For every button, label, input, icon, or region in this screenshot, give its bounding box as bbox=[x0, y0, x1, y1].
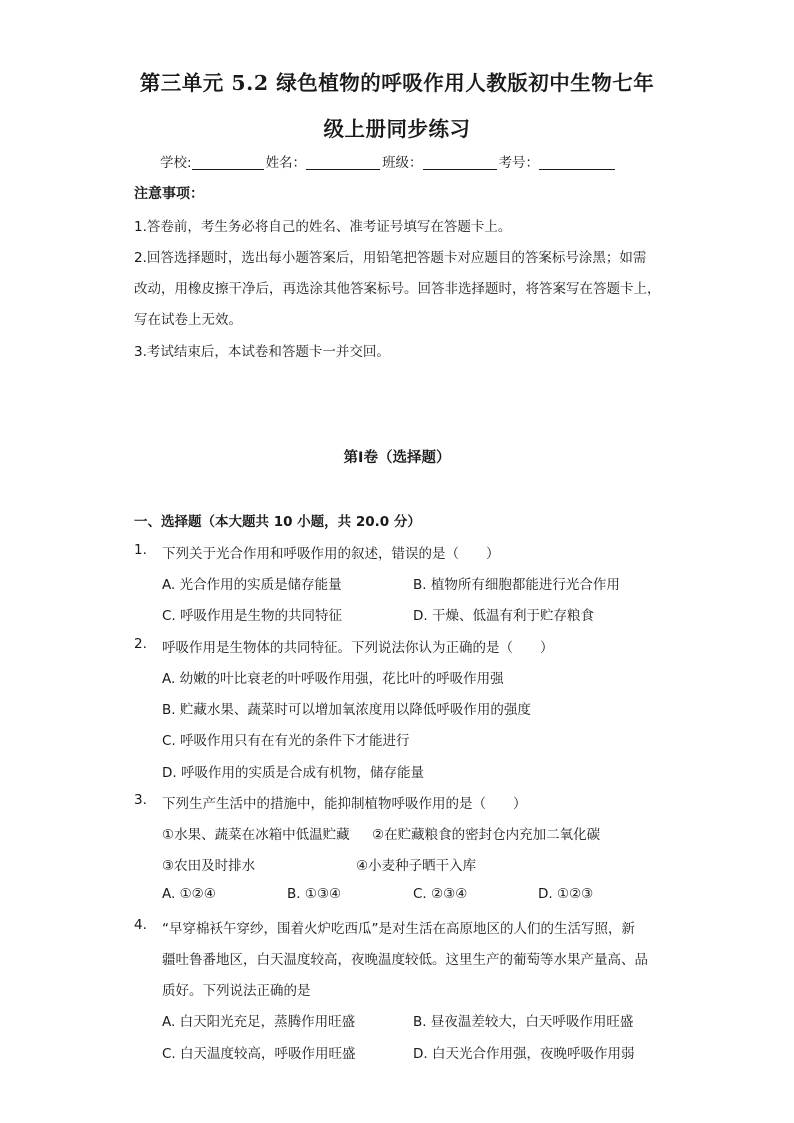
answer-option[interactable]: C. 白天温度较高，呼吸作用旺盛 bbox=[162, 1046, 356, 1062]
answer-option[interactable]: B. ①③④ bbox=[287, 886, 342, 902]
note-line: 3.考试结束后，本试卷和答题卡一并交回。 bbox=[134, 344, 390, 360]
answer-option[interactable]: D. 干燥、低温有利于贮存粮食 bbox=[413, 608, 594, 624]
answer-option[interactable]: C. 呼吸作用只有在有光的条件下才能进行 bbox=[162, 733, 410, 749]
question-number: 3. bbox=[134, 792, 147, 808]
exam-no-label: 考号： bbox=[498, 155, 540, 171]
question-number: 4. bbox=[134, 917, 147, 933]
note-line: 改动，用橡皮擦干净后，再选涂其他答案标号。回答非选择题时，将答案写在答题卡上， bbox=[134, 281, 661, 297]
name-blank[interactable] bbox=[306, 155, 380, 170]
answer-option[interactable]: B. 昼夜温差较大，白天呼吸作用旺盛 bbox=[413, 1014, 634, 1030]
school-blank[interactable] bbox=[192, 155, 264, 170]
section-title: 第I卷（选择题） bbox=[343, 450, 451, 466]
answer-option[interactable]: C. ②③④ bbox=[413, 886, 468, 902]
statement-item: ③农田及时排水 bbox=[162, 858, 256, 874]
exam-title-line-2: 级上册同步练习 bbox=[323, 117, 471, 141]
class-blank[interactable] bbox=[423, 155, 497, 170]
answer-option[interactable]: B. 贮藏水果、蔬菜时可以增加氧浓度用以降低呼吸作用的强度 bbox=[162, 702, 531, 718]
name-label: 姓名： bbox=[265, 155, 307, 171]
answer-option[interactable]: B. 植物所有细胞都能进行光合作用 bbox=[413, 577, 620, 593]
question-stem: 下列关于光合作用和呼吸作用的叙述，错误的是（ ） bbox=[162, 546, 500, 562]
answer-option[interactable]: A. 幼嫩的叶比衰老的叶呼吸作用强，花比叶的呼吸作用强 bbox=[162, 671, 504, 687]
part-title: 一、选择题（本大题共 10 小题，共 20.0 分） bbox=[134, 514, 421, 530]
question-number: 1. bbox=[134, 542, 147, 558]
answer-option[interactable]: A. 白天阳光充足，蒸腾作用旺盛 bbox=[162, 1014, 356, 1030]
school-label: 学校: bbox=[160, 155, 192, 171]
note-line: 2.回答选择题时，选出每小题答案后，用铅笔把答题卡对应题目的答案标号涂黑；如需 bbox=[134, 250, 647, 266]
answer-option[interactable]: C. 呼吸作用是生物的共同特征 bbox=[162, 608, 343, 624]
class-label: 班级： bbox=[382, 155, 423, 171]
answer-option[interactable]: A. 光合作用的实质是储存能量 bbox=[162, 577, 342, 593]
student-info-row bbox=[160, 151, 617, 171]
question-stem: 疆吐鲁番地区，白天温度较高，夜晚温度较低。这里生产的葡萄等水果产量高、品 bbox=[162, 952, 648, 968]
notes-heading: 注意事项： bbox=[134, 186, 204, 202]
note-line: 1.答卷前，考生务必将自己的姓名、准考证号填写在答题卡上。 bbox=[134, 219, 512, 235]
note-line: 写在试卷上无效。 bbox=[134, 312, 242, 328]
statement-item: ①水果、蔬菜在冰箱中低温贮藏 bbox=[162, 827, 350, 843]
answer-option[interactable]: D. 白天光合作用强，夜晚呼吸作用弱 bbox=[413, 1046, 635, 1062]
statement-item: ②在贮藏粮食的密封仓内充加二氧化碳 bbox=[372, 827, 601, 843]
question-number: 2. bbox=[134, 636, 147, 652]
statement-item: ④小麦种子晒干入库 bbox=[356, 858, 477, 874]
question-stem: 质好。下列说法正确的是 bbox=[162, 983, 311, 999]
exam-no-blank[interactable] bbox=[539, 155, 615, 170]
answer-option[interactable]: A. ①②④ bbox=[162, 886, 216, 902]
exam-title-line-1: 第三单元 5.2 绿色植物的呼吸作用人教版初中生物七年 bbox=[139, 71, 655, 95]
question-stem: 下列生产生活中的措施中，能抑制植物呼吸作用的是（ ） bbox=[162, 796, 527, 812]
answer-option[interactable]: D. ①②③ bbox=[538, 886, 594, 902]
answer-option[interactable]: D. 呼吸作用的实质是合成有机物，储存能量 bbox=[162, 765, 424, 781]
question-stem: “早穿棉袄午穿纱，围着火炉吃西瓜”是对生活在高原地区的人们的生活写照，新 bbox=[162, 921, 635, 937]
question-stem: 呼吸作用是生物体的共同特征。下列说法你认为正确的是（ ） bbox=[162, 640, 554, 656]
